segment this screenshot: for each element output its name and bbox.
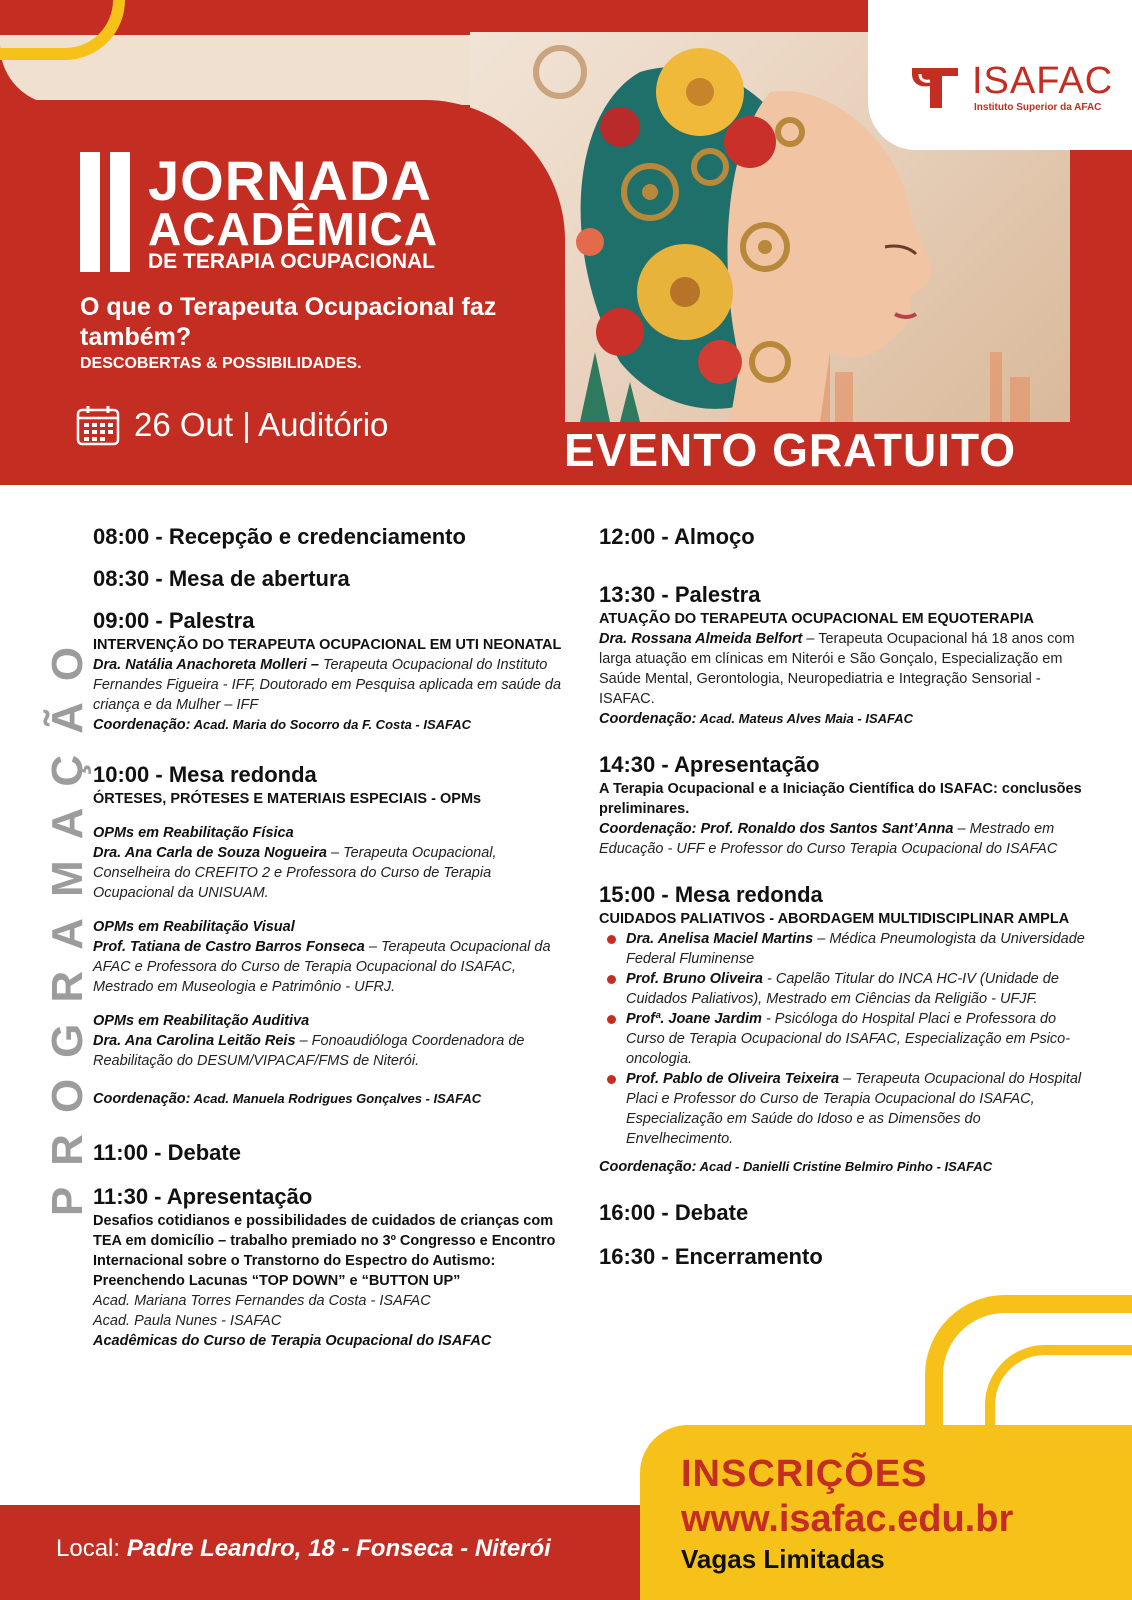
schedule-item: 08:30 - Mesa de abertura [93, 566, 350, 591]
list-item: Dra. Anelisa Maciel Martins – Médica Pneumologista da Universidade Federal Fluminense [599, 929, 1089, 969]
event-location: Local: Padre Leandro, 18 - Fonseca - Niterói [56, 1535, 551, 1562]
schedule-item: 14:30 - Apresentação A Terapia Ocupacional e a Iniciação Científica do ISAFAC: conclusões preliminares. Coordenação: Prof. Ronaldo dos Santos Sant’Anna – Mestrado em Educação - UFF e Professor do Curso Terapia Ocupacional do ISAFAC [599, 752, 1082, 857]
schedule-item: 16:30 - Encerramento [599, 1244, 823, 1269]
schedule-item: 12:00 - Almoço [599, 524, 755, 549]
event-question: O que o Terapeuta Ocupacional faz também? [80, 293, 497, 351]
title-jornada: JORNADA [148, 149, 432, 212]
schedule-left-column [93, 523, 573, 1365]
logo-name: ISAFAC [972, 60, 1114, 102]
event-subtitle: DESCOBERTAS & POSSIBILIDADES. [80, 355, 362, 372]
logo-card [868, 0, 1132, 150]
registration-title: INSCRIÇÕES [681, 1453, 928, 1495]
schedule-item: 10:00 - Mesa redonda ÓRTESES, PRÓTESES E MATERIAIS ESPECIAIS - OPMs OPMs em Reabilitação Física Dra. Ana Carla de Souza Nogueira – Terapeuta Ocupacional, Conselheira do CREFITO 2 e Professora do Curso de Terapia Ocupacional da UNISUAM. OPMs em Reabilitação Visual Prof. Tatiana de Castro Barros Fonseca – Terapeuta Ocupacional da AFAC e Professora do Curso de Terapia Ocupacional do ISAFAC, Mestrado em Museologia e Patrimônio - UFRJ. OPMs em Reabilitação Auditiva Dra. Ana Carolina Leitão Reis – Fonoaudióloga Coordenadora de Reabilitação do DESUM/VIPACAF/FMS de Niterói. Coordenação: Acad. Manuela Rodrigues Gonçalves - ISAFAC [93, 762, 551, 1107]
title-terapia: DE TERAPIA OCUPACIONAL [148, 250, 436, 273]
isafac-logo-icon [908, 64, 962, 112]
list-item: Prof. Pablo de Oliveira Teixeira – Terapeuta Ocupacional do Hospital Placi e Professor do Curso de Terapia Ocupacional do ISAFAC, Especialização em Saúde do Idoso e as Dimensões do Envelhecimento. [599, 1069, 1089, 1149]
schedule-item: 08:00 - Recepção e credenciamento [93, 524, 466, 549]
schedule-right-column [599, 523, 1089, 1285]
schedule-item: 15:00 - Mesa redonda CUIDADOS PALIATIVOS - ABORDAGEM MULTIDISCIPLINAR AMPLA Dra. Anelisa Maciel Martins – Médica Pneumologista da Universidade Federal Fluminense Prof. Bruno Oliveira - Capelão Titular do INCA HC-IV (Unidade de Cuidados Paliativos), Mestrado em Ciências da Religião - UFJF. Profª. Joane Jardim - Psicóloga do Hospital Placi e Professora do Curso de Terapia Ocupacional do ISAFAC, Especialização em Psico-oncologia. Prof. Pablo de Oliveira Teixeira – Terapeuta Ocupacional do Hospital Placi e Professor do Curso de Terapia Ocupacional do ISAFAC, Especialização em Saúde do Idoso e as Dimensões do Envelhecimento. Coordenação: Acad - Danielli Cristine Belmiro Pinho - ISAFAC [599, 881, 1089, 1177]
schedule-item: 13:30 - Palestra ATUAÇÃO DO TERAPEUTA OCUPACIONAL EM EQUOTERAPIA Dra. Rossana Almeida Belfort – Terapeuta Ocupacional há 18 anos com larga atuação em clínicas em Niterói e São Gonçalo, Especialização em Saúde Mental, Gerontologia, Neuropediatria e Integração Sensorial -ISAFAC. Coordenação: Acad. Mateus Alves Maia - ISAFAC [599, 582, 1075, 727]
speaker-list [599, 929, 1089, 1149]
schedule-item: 09:00 - Palestra INTERVENÇÃO DO TERAPEUTA OCUPACIONAL EM UTI NEONATAL Dra. Natália Anachoreta Molleri – Terapeuta Ocupacional do Instituto Fernandes Figueira - IFF, Doutorado em Pesquisa aplicada em saúde da criança e da Mulher – IFF Coordenação: Acad. Maria do Socorro da F. Costa - ISAFAC [93, 608, 562, 733]
date-location [76, 402, 388, 448]
list-item: Profª. Joane Jardim - Psicóloga do Hospital Placi e Professora do Curso de Terapia Ocupacional do ISAFAC, Especialização em Psico-oncologia. [599, 1009, 1089, 1069]
calendar-icon [76, 404, 120, 446]
edition-numeral [80, 152, 134, 272]
title-academica: ACADÊMICA [148, 203, 439, 255]
schedule-item: 11:30 - Apresentação Desafios cotidianos e possibilidades de cuidados de crianças com TEA em domicílio – trabalho premiado no 3º Congresso e Encontro Internacional sobre o Transtorno do Espectro do Autismo: Preenchendo Lacunas “TOP DOWN” e “BUTTON UP” Acad. Mariana Torres Fernandes da Costa - ISAFAC Acad. Paula Nunes - ISAFAC Acadêmicas do Curso de Terapia Ocupacional do ISAFAC [93, 1184, 556, 1349]
registration-url[interactable]: www.isafac.edu.br [681, 1498, 1014, 1540]
date-text: 26 Out | Auditório [134, 406, 389, 443]
schedule-item: 16:00 - Debate [599, 1200, 749, 1225]
list-item: Prof. Bruno Oliveira - Capelão Titular do INCA HC-IV (Unidade de Cuidados Paliativos), Mestrado em Ciências da Religião - UFJF. [599, 969, 1089, 1009]
limited-spots-note: Vagas Limitadas [681, 1544, 885, 1574]
logo-subtitle: Instituto Superior da AFAC [974, 102, 1102, 113]
free-event-banner: EVENTO GRATUITO [564, 424, 1017, 476]
schedule-item: 11:00 - Debate [93, 1140, 241, 1165]
programacao-label: PROGRAMAÇÃO [43, 625, 92, 1217]
header-banner [0, 0, 1132, 485]
